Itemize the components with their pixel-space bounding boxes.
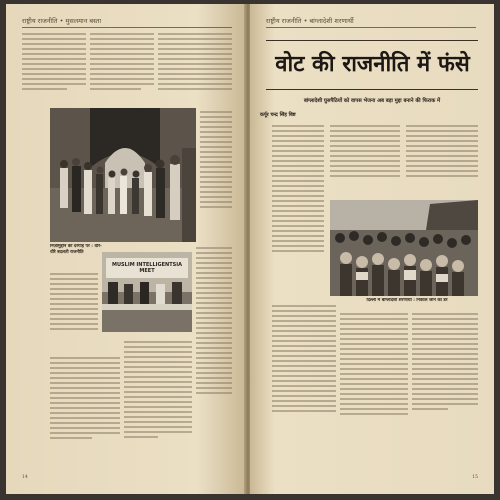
dargah-crowd-photo-image bbox=[50, 108, 196, 242]
right-text-column-6 bbox=[412, 310, 478, 450]
right-text-column-2 bbox=[330, 122, 400, 198]
article-byline: कर्पूर चन्द्र सिंह बिष्ट bbox=[260, 112, 296, 118]
left-text-column-2 bbox=[90, 30, 154, 104]
left-folio: 14 bbox=[22, 475, 28, 480]
article-deck: बांग्लादेशी घुसपैठियों को वापस भेजना अब बड़ा मुद्दा बनाने की फिराक में bbox=[303, 98, 441, 104]
article-headline: वोट की राजनीति में फंसे bbox=[275, 51, 470, 77]
left-text-column-7 bbox=[50, 354, 120, 464]
right-running-head: राष्ट्रीय राजनीति • बांग्लादेशी शरणार्थी bbox=[266, 16, 476, 28]
meet-banner-text: MUSLIM INTELLIGENTSIA MEET bbox=[112, 262, 182, 274]
refugees-crowd-photo-image bbox=[330, 200, 478, 296]
left-text-column-8 bbox=[124, 338, 192, 464]
left-text-column-6 bbox=[196, 244, 232, 444]
right-folio: 15 bbox=[472, 475, 478, 480]
right-text-column-5 bbox=[340, 310, 408, 450]
left-text-column-1 bbox=[22, 30, 86, 104]
left-text-column-4 bbox=[200, 108, 232, 238]
right-text-column-3 bbox=[406, 122, 478, 198]
left-page bbox=[6, 4, 246, 494]
left-text-column-5 bbox=[50, 270, 98, 348]
left-text-column-3 bbox=[158, 30, 232, 104]
right-text-column-4 bbox=[272, 302, 336, 450]
left-running-head: राष्ट्रीय राजनीति • मुसलमान बस्ता bbox=[22, 16, 232, 28]
muslim-meet-photo bbox=[102, 252, 192, 332]
dargah-photo-caption: निज़ामुद्दीन की दरगाह पर : धीरे-धीरे बदलती राजनीति bbox=[50, 244, 102, 255]
dargah-crowd-photo bbox=[50, 108, 196, 242]
magazine-spread bbox=[6, 4, 494, 494]
right-page bbox=[250, 4, 494, 494]
refugees-photo-caption: दिल्ली में बांग्लादेशी शरणार्थी : निकाले जाने का डर bbox=[366, 298, 448, 303]
refugees-crowd-photo bbox=[330, 200, 478, 296]
right-text-column-1 bbox=[272, 122, 324, 298]
